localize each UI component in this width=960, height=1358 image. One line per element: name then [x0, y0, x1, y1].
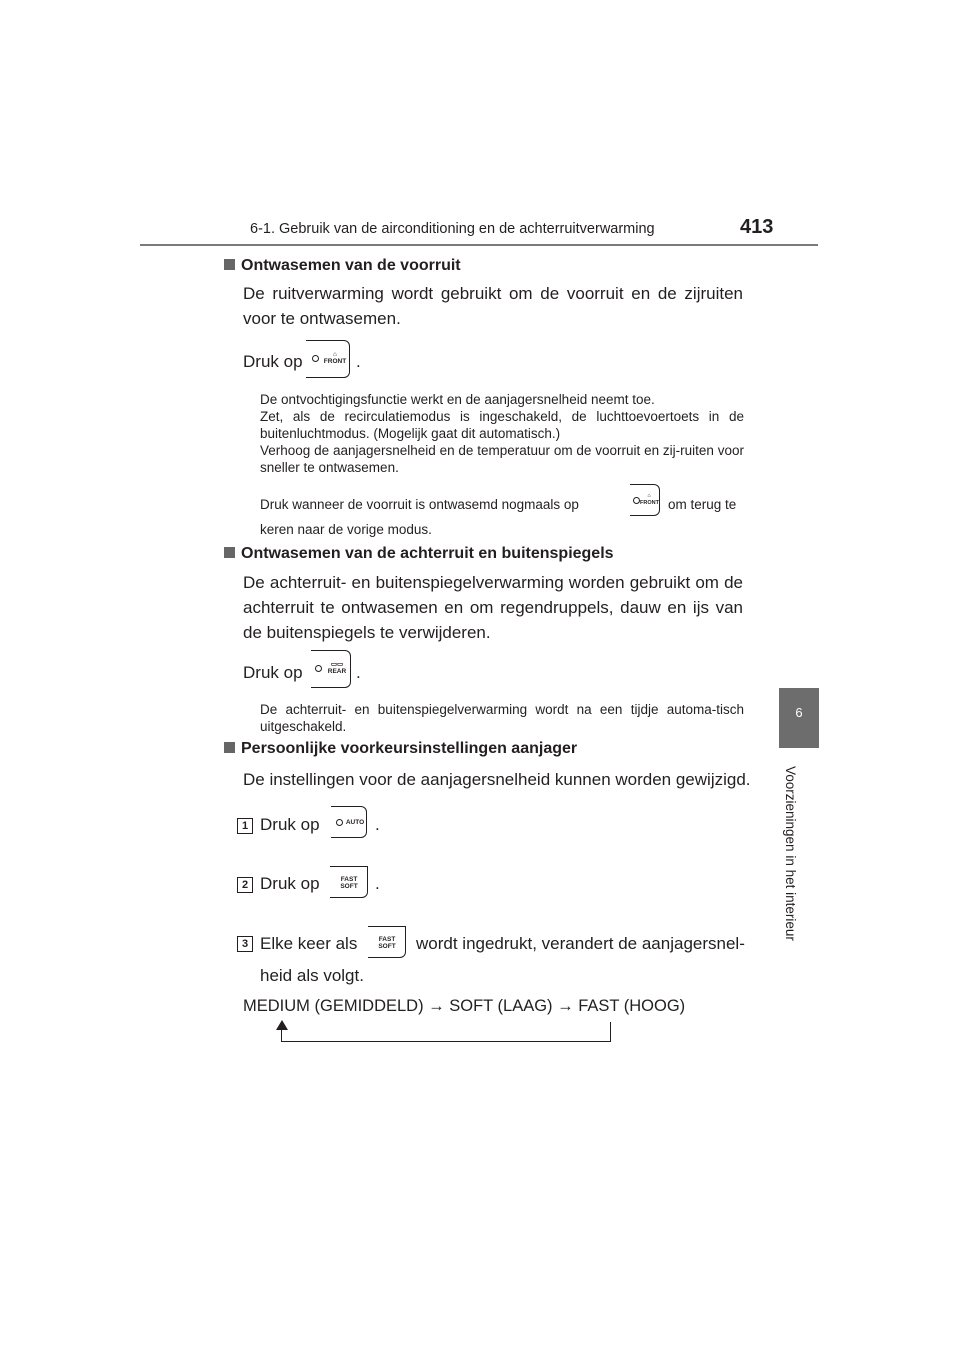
fast-soft-button-icon: FAST SOFT: [330, 866, 368, 898]
auto-button-icon: AUTO: [331, 806, 367, 838]
press-suffix: .: [356, 352, 361, 371]
press-line: Druk op: [243, 663, 303, 682]
front-defroster-button-icon: ⌂ FRONT: [306, 340, 350, 378]
section-bullet-icon: [224, 742, 235, 753]
note-block: De ontvochtigingsfunctie werkt en de aanjagersnelheid neemt toe. Zet, als de recirculatiemodus is ingeschakeld, de luchttoevoertoets in de buitenluchtmodus. (Mogelijk gaat dit automatisch.) Verhoog de aanjagersnelheid en de temperatuur om de voorruit en zij-ruiten voor sneller te ontwasemen.: [260, 392, 744, 475]
note-press-end: keren naar de vorige modus.: [260, 522, 432, 537]
return-arrow-head-icon: [276, 1020, 288, 1030]
note-block: De achterruit- en buitenspiegelverwarming wordt na een tijdje automa-tisch uitgeschakeld.: [260, 702, 744, 734]
section-bullet-icon: [224, 547, 235, 558]
step-number: 3: [237, 936, 253, 952]
front-defroster-button-icon: ⌂ FRONT: [630, 484, 660, 516]
step-text: Druk op: [260, 874, 320, 893]
step-number: 1: [237, 818, 253, 834]
note-press-after: om terug te: [668, 497, 737, 512]
section-title-rear-defog: Ontwasemen van de achterruit en buitenspiegels: [224, 545, 614, 563]
page-number: 413: [740, 216, 774, 238]
step-suffix: .: [375, 874, 380, 893]
running-header: 6-1. Gebruik van de airconditioning en de achterruitverwarming: [250, 221, 655, 237]
section-bullet-icon: [224, 259, 235, 270]
return-arrow-line: [610, 1022, 611, 1042]
step-suffix: wordt ingedrukt, verandert de aanjagersnel-: [416, 934, 745, 953]
section-body: De instellingen voor de aanjagersnelheid kunnen worden gewijzigd.: [243, 770, 751, 789]
fan-speed-cycle: MEDIUM (GEMIDDELD) → SOFT (LAAG) → FAST (HOOG): [243, 997, 686, 1015]
press-line: Druk op: [243, 352, 303, 371]
step-text: Druk op: [260, 815, 320, 834]
fast-soft-button-icon: FAST SOFT: [368, 926, 406, 958]
note-press-before: Druk wanneer de voorruit is ontwasemd nogmaals op: [260, 497, 579, 512]
section-body: De ruitverwarming wordt gebruikt om de voorruit en de zijruiten voor te ontwasemen.: [243, 284, 743, 328]
step-continuation: heid als volgt.: [260, 966, 364, 985]
section-body: De achterruit- en buitenspiegelverwarming worden gebruikt om de achterruit te ontwasemen en om regendruppels, dauw en ijs van de buitenspiegels te verwijderen.: [243, 573, 743, 642]
return-arrow-line: [281, 1041, 611, 1042]
press-suffix: .: [356, 663, 361, 682]
section-title-front-defog: Ontwasemen van de voorruit: [224, 257, 461, 275]
header-divider: [140, 244, 818, 246]
chapter-tab-label: Voorzieningen in het interieur: [783, 766, 798, 941]
step-text: Elke keer als: [260, 934, 358, 953]
step-suffix: .: [375, 815, 380, 834]
chapter-tab[interactable]: 6: [779, 688, 819, 748]
section-title-fan-preferences: Persoonlijke voorkeursinstellingen aanjager: [224, 740, 577, 758]
step-number: 2: [237, 877, 253, 893]
rear-defogger-button-icon: ▭▭ REAR: [311, 650, 351, 688]
